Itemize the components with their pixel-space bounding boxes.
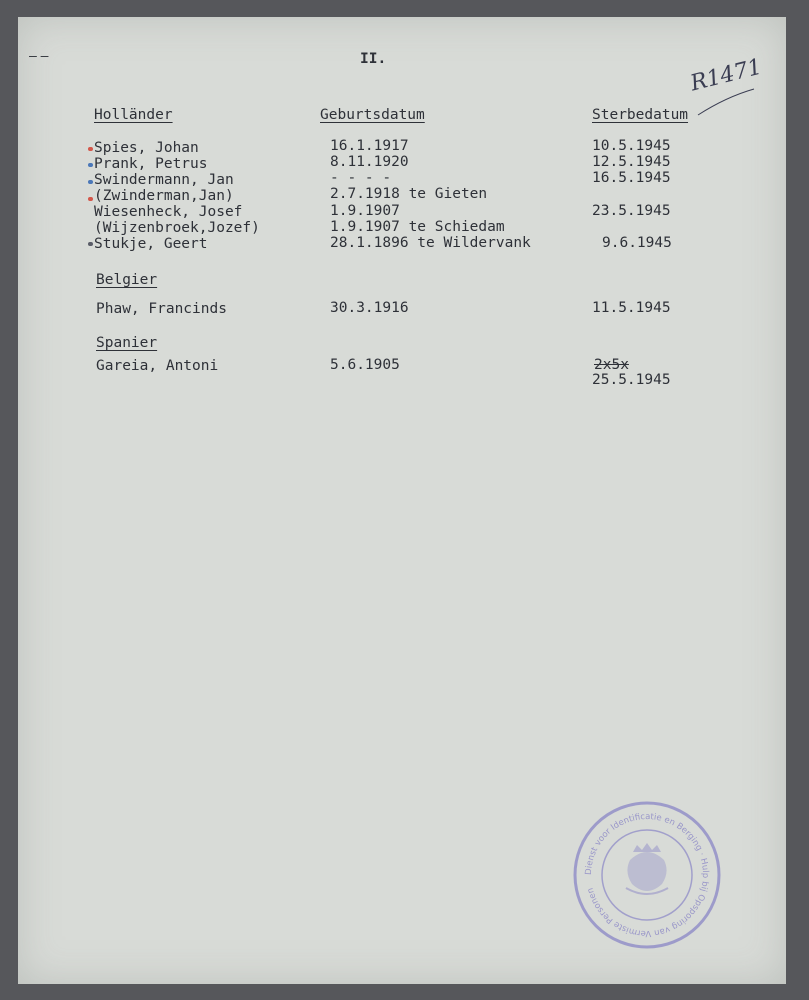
birth-date: 1.9.1907 te Schiedam (330, 219, 505, 235)
birth-date: 5.6.1905 (330, 357, 400, 373)
death-date: 16.5.1945 (592, 170, 671, 186)
red-tick-mark (88, 197, 93, 201)
death-date: 25.5.1945 (592, 372, 671, 388)
birth-date: 30.3.1916 (330, 300, 409, 316)
heading-hollaender: Holländer (94, 107, 173, 123)
person-name: Prank, Petrus (94, 156, 208, 172)
birth-date: 2.7.1918 te Gieten (330, 186, 488, 202)
birth-date: 28.1.1896 te Wildervank (330, 235, 531, 251)
tick-mark (88, 242, 93, 246)
birth-date: 8.11.1920 (330, 154, 409, 170)
person-name: (Wijzenbroek,Jozef) (94, 220, 260, 236)
heading-sterbedatum: Sterbedatum (592, 107, 689, 123)
archive-mark: R1471 (688, 54, 765, 97)
person-name: (Zwinderman,Jan) (94, 188, 234, 204)
death-date: 9.6.1945 (602, 235, 672, 251)
birth-date: 1.9.1907 (330, 203, 400, 219)
heading-spanier: Spanier (96, 335, 158, 351)
death-date: 12.5.1945 (592, 154, 671, 170)
page-number: II. (360, 51, 387, 67)
blue-tick-mark (88, 180, 93, 184)
stamp-text: Dienst voor Identificatie en Berging · Hulp bij Opsporing van Vermiste Personen (583, 811, 711, 939)
document-page (18, 17, 786, 984)
heading-belgier: Belgier (96, 272, 158, 288)
death-date: 11.5.1945 (592, 300, 671, 316)
birth-date: 16.1.1917 (330, 138, 409, 154)
red-tick-mark (88, 147, 93, 151)
person-name: Spies, Johan (94, 140, 199, 156)
birth-date: - - - - (330, 170, 392, 186)
person-name: Swindermann, Jan (94, 172, 234, 188)
person-name: Stukje, Geert (94, 236, 208, 252)
archive-mark-stroke (696, 87, 756, 117)
struck-death-date: 2x5x (594, 357, 629, 373)
person-name: Gareia, Antoni (96, 358, 219, 374)
death-date: 10.5.1945 (592, 138, 671, 154)
death-date: 23.5.1945 (592, 203, 671, 219)
person-name: Wiesenheck, Josef (94, 204, 243, 220)
person-name: Phaw, Francinds (96, 301, 227, 317)
official-stamp (570, 800, 724, 950)
corner-marks: – – (29, 49, 47, 64)
heading-geburtsdatum: Geburtsdatum (320, 107, 425, 123)
blue-tick-mark (88, 163, 93, 167)
